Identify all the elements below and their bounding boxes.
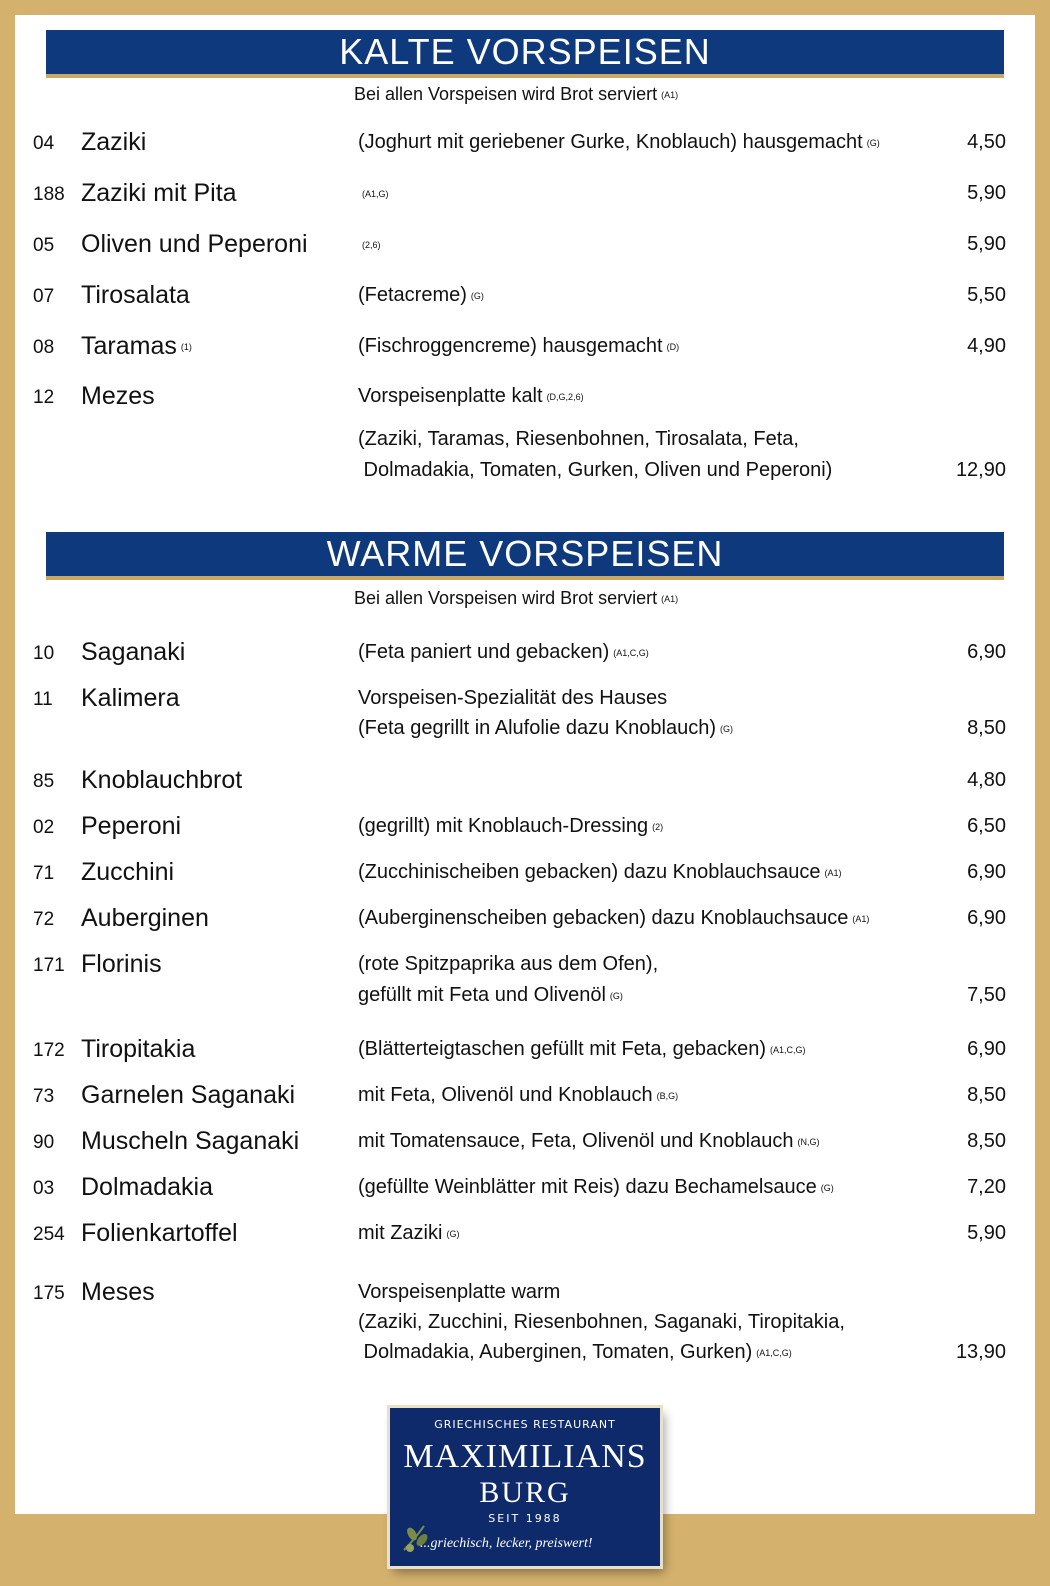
allergen-code: (2) <box>652 821 664 832</box>
allergen-code: (G) <box>820 1182 834 1193</box>
item-name: Auberginen <box>81 904 209 932</box>
item-description <box>358 1130 819 1153</box>
desc-text: (gegrillt) mit Knoblauch-Dressing <box>358 815 649 837</box>
allergen-code: (B,G) <box>656 1090 679 1101</box>
item-description <box>358 182 389 205</box>
item-number: 11 <box>33 689 53 710</box>
allergen-code: (A1,G) <box>362 188 389 199</box>
bread-note <box>354 84 678 105</box>
allergen-code: (A1) <box>852 913 870 924</box>
item-number: 05 <box>33 235 55 256</box>
item-number: 90 <box>33 1132 55 1153</box>
desc-text: (gefüllte Weinblätter mit Reis) dazu Bechamelsauce <box>358 1176 817 1198</box>
logo-name-line1: MAXIMILIANS <box>403 1438 647 1475</box>
item-number: 10 <box>33 643 55 664</box>
allergen-code: (G) <box>609 990 623 1001</box>
desc-text: mit Zaziki <box>358 1222 443 1244</box>
name-text: Taramas <box>81 332 177 360</box>
item-name: Tirosalata <box>81 281 190 309</box>
desc-text: (Feta gegrillt in Alufolie dazu Knoblauch) <box>358 717 716 739</box>
item-price: 5,90 <box>967 233 1006 255</box>
note-text: Bei allen Vorspeisen wird Brot serviert <box>354 84 658 104</box>
item-number: 07 <box>33 286 55 307</box>
note-text: Bei allen Vorspeisen wird Brot serviert <box>354 588 658 608</box>
item-price: 8,50 <box>967 717 1006 739</box>
desc-text: (Zucchinischeiben gebacken) dazu Knoblauchsauce <box>358 861 821 883</box>
item-number: 04 <box>33 133 55 154</box>
item-description-line2 <box>358 717 733 740</box>
item-number: 71 <box>33 863 55 884</box>
item-description-line3 <box>358 1341 792 1364</box>
item-name: Muscheln Saganaki <box>81 1127 300 1155</box>
item-name: Dolmadakia <box>81 1173 214 1201</box>
item-price: 13,90 <box>955 1341 1006 1363</box>
item-name: Zaziki mit Pita <box>81 179 237 207</box>
allergen-code: (A1,C,G) <box>770 1044 806 1055</box>
desc-text: (Joghurt mit geriebener Gurke, Knoblauch) hausgemacht <box>358 131 863 153</box>
desc-text: (Fetacreme) <box>358 284 467 306</box>
item-description: Vorspeisen-Spezialität des Hauses <box>358 687 668 709</box>
item-number: 12 <box>33 387 55 408</box>
item-description-line2 <box>358 984 623 1007</box>
desc-text: gefüllt mit Feta und Olivenöl <box>358 984 606 1006</box>
item-description-line2: (Zaziki, Zucchini, Riesenbohnen, Saganaki, Tiropitakia, <box>358 1311 845 1333</box>
item-price: 7,20 <box>967 1176 1006 1198</box>
item-number: 172 <box>33 1040 65 1061</box>
allergen-code: (A1) <box>661 594 679 605</box>
item-number: 03 <box>33 1178 55 1199</box>
item-name: Meses <box>81 1278 155 1306</box>
item-price: 6,50 <box>967 815 1006 837</box>
item-price: 6,90 <box>967 907 1006 929</box>
item-number: 72 <box>33 909 55 930</box>
item-description <box>358 1222 459 1245</box>
desc-text: mit Tomatensauce, Feta, Olivenöl und Knoblauch <box>358 1130 794 1152</box>
item-number: 85 <box>33 771 55 792</box>
allergen-code: (N,G) <box>797 1136 820 1147</box>
logo-slogan: ...griechisch, lecker, preiswert! <box>420 1536 593 1551</box>
allergen-code: (G) <box>470 290 484 301</box>
item-name: Knoblauchbrot <box>81 766 243 794</box>
item-number: 02 <box>33 817 55 838</box>
item-description <box>358 233 381 256</box>
item-description <box>358 1176 834 1199</box>
allergen-code: (2,6) <box>362 239 381 250</box>
section-banner-kalte: KALTE VORSPEISEN <box>46 30 1004 74</box>
logo-name-line2: BURG <box>479 1476 571 1509</box>
item-price: 6,90 <box>967 641 1006 663</box>
allergen-code: (A1,C,G) <box>756 1347 792 1358</box>
item-description-line3: Dolmadakia, Tomaten, Gurken, Oliven und Peperoni) <box>358 459 833 481</box>
item-description <box>358 815 663 838</box>
item-price: 7,50 <box>967 984 1006 1006</box>
item-name: Mezes <box>81 382 155 410</box>
banner-divider <box>46 74 1004 78</box>
item-number: 08 <box>33 337 55 358</box>
item-name: Folienkartoffel <box>81 1219 238 1247</box>
desc-text: (Auberginenscheiben gebacken) dazu Knoblauchsauce <box>358 907 849 929</box>
item-number: 73 <box>33 1086 55 1107</box>
item-name: Zaziki <box>81 128 147 156</box>
item-description <box>358 907 869 930</box>
allergen-code: (D,G,2,6) <box>546 391 584 402</box>
allergen-code: (A1) <box>661 90 679 101</box>
item-number: 188 <box>33 184 65 205</box>
item-name: Florinis <box>81 950 162 978</box>
allergen-code: (G) <box>866 137 880 148</box>
item-name: Saganaki <box>81 638 186 666</box>
item-number: 171 <box>33 955 65 976</box>
item-name: Garnelen Saganaki <box>81 1081 296 1109</box>
item-description <box>358 131 880 154</box>
item-price: 6,90 <box>967 861 1006 883</box>
item-description: Vorspeisenplatte warm <box>358 1281 561 1303</box>
item-description <box>358 641 649 664</box>
item-price: 4,50 <box>967 131 1006 153</box>
item-name: Kalimera <box>81 684 180 712</box>
item-price: 8,50 <box>967 1084 1006 1106</box>
item-name: Peperoni <box>81 812 182 840</box>
item-price: 5,50 <box>967 284 1006 306</box>
restaurant-logo <box>390 1408 660 1566</box>
item-name <box>81 332 192 361</box>
allergen-code: (G) <box>720 723 733 734</box>
item-description <box>358 335 679 358</box>
item-description <box>358 861 842 884</box>
desc-text: mit Feta, Olivenöl und Knoblauch <box>358 1084 653 1106</box>
item-price: 6,90 <box>967 1038 1006 1060</box>
bread-note <box>354 588 678 609</box>
desc-text: (Feta paniert und gebacken) <box>358 641 610 663</box>
item-price: 12,90 <box>955 459 1006 481</box>
desc-text: Dolmadakia, Auberginen, Tomaten, Gurken) <box>358 1341 753 1363</box>
allergen-code: (1) <box>180 342 192 353</box>
allergen-code: (A1) <box>824 867 842 878</box>
item-description-line2: (Zaziki, Taramas, Riesenbohnen, Tirosalata, Feta, <box>358 428 799 450</box>
item-price: 5,90 <box>967 1222 1006 1244</box>
item-name: Tiropitakia <box>81 1035 196 1063</box>
item-name: Oliven und Peperoni <box>81 230 308 258</box>
desc-text: Vorspeisenplatte kalt <box>358 385 543 407</box>
item-description: (rote Spitzpaprika aus dem Ofen), <box>358 953 659 975</box>
item-description <box>358 1084 678 1107</box>
logo-subtitle: GRIECHISCHES RESTAURANT <box>434 1418 616 1431</box>
banner-divider <box>46 576 1004 580</box>
item-description <box>358 385 584 408</box>
item-price: 5,90 <box>967 182 1006 204</box>
item-price: 8,50 <box>967 1130 1006 1152</box>
allergen-code: (A1,C,G) <box>613 647 649 658</box>
desc-text: (Fischroggencreme) hausgemacht <box>358 335 663 357</box>
item-number: 175 <box>33 1283 65 1304</box>
allergen-code: (G) <box>446 1228 460 1239</box>
item-description <box>358 1038 806 1061</box>
item-description <box>358 284 484 307</box>
item-name: Zucchini <box>81 858 175 886</box>
item-price: 4,90 <box>967 335 1006 357</box>
section-banner-warme: WARME VORSPEISEN <box>46 532 1004 576</box>
allergen-code: (D) <box>666 341 680 352</box>
item-price: 4,80 <box>967 769 1006 791</box>
item-number: 254 <box>33 1224 65 1245</box>
desc-text: (Blätterteigtaschen gefüllt mit Feta, gebacken) <box>358 1038 766 1060</box>
logo-since: SEIT 1988 <box>488 1512 562 1525</box>
